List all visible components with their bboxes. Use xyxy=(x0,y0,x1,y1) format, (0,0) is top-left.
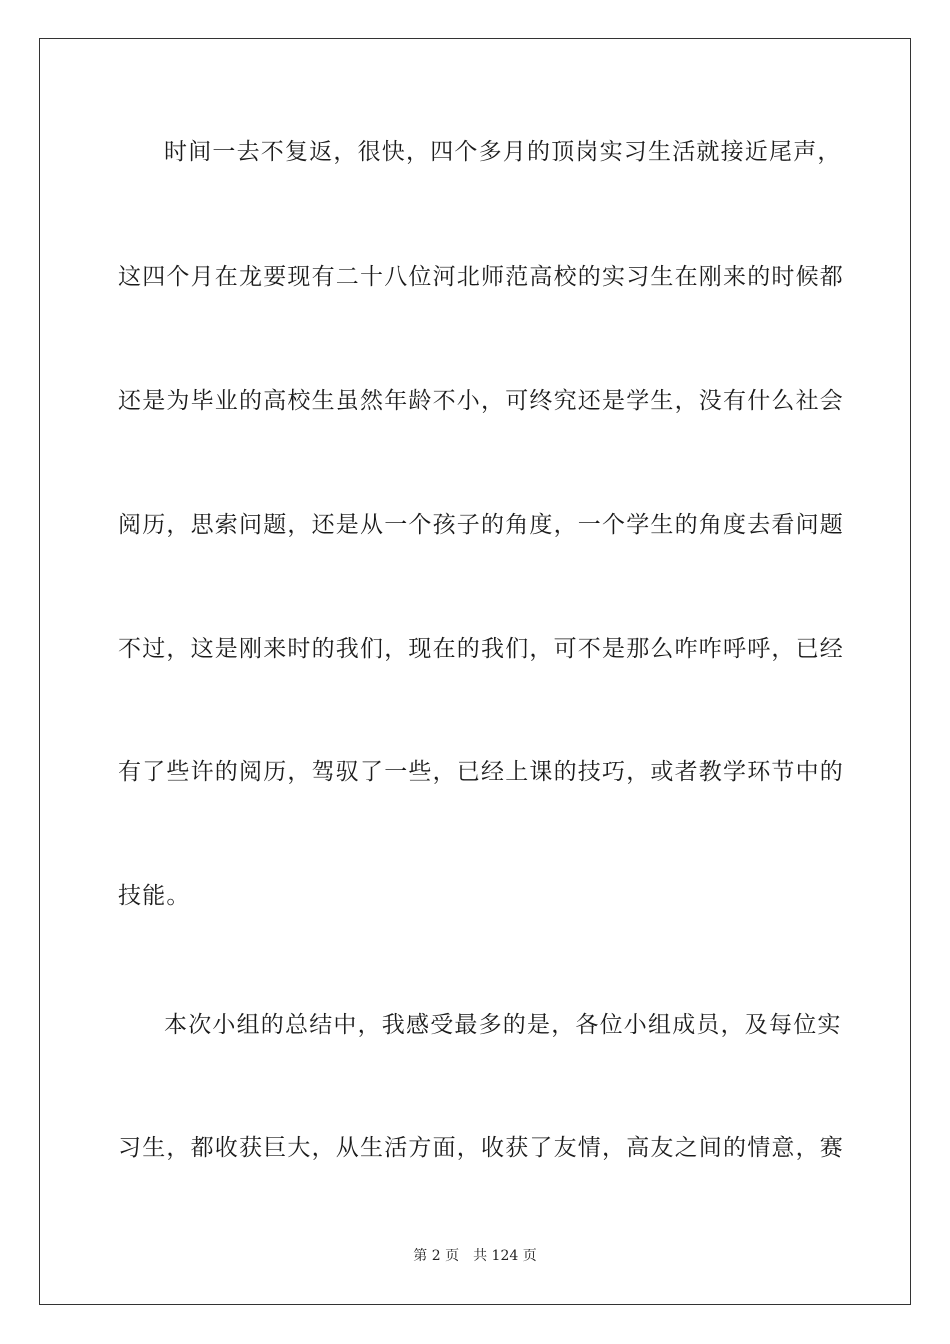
paragraph-1-line-6: 有了些许的阅历，驾驭了一些，已经上课的技巧，或者教学环节中的 xyxy=(118,759,844,785)
paragraph-1-line-2: 这四个月在龙要现有二十八位河北师范高校的实习生在刚来的时候都 xyxy=(118,264,844,290)
paragraph-2-line-1: 本次小组的总结中，我感受最多的是，各位小组成员，及每位实 xyxy=(164,1012,842,1038)
paragraph-1-line-5: 不过，这是刚来时的我们，现在的我们，可不是那么咋咋呼呼，已经 xyxy=(118,636,844,662)
paragraph-1-line-4: 阅历，思索问题，还是从一个孩子的角度，一个学生的角度去看问题 xyxy=(118,512,844,538)
page-border xyxy=(39,38,911,1305)
total-pages: 共 124 页 xyxy=(473,1248,537,1264)
paragraph-1-line-3: 还是为毕业的高校生虽然年龄不小，可终究还是学生，没有什么社会 xyxy=(118,388,844,414)
paragraph-1-line-7: 技能。 xyxy=(118,883,191,909)
paragraph-1-line-1: 时间一去不复返，很快，四个多月的顶岗实习生活就接近尾声， xyxy=(164,139,842,165)
page-footer xyxy=(0,1247,950,1265)
page-number: 第 2 页 xyxy=(413,1248,460,1264)
paragraph-2-line-2: 习生，都收获巨大，从生活方面，收获了友情，高友之间的情意，赛 xyxy=(118,1135,844,1161)
